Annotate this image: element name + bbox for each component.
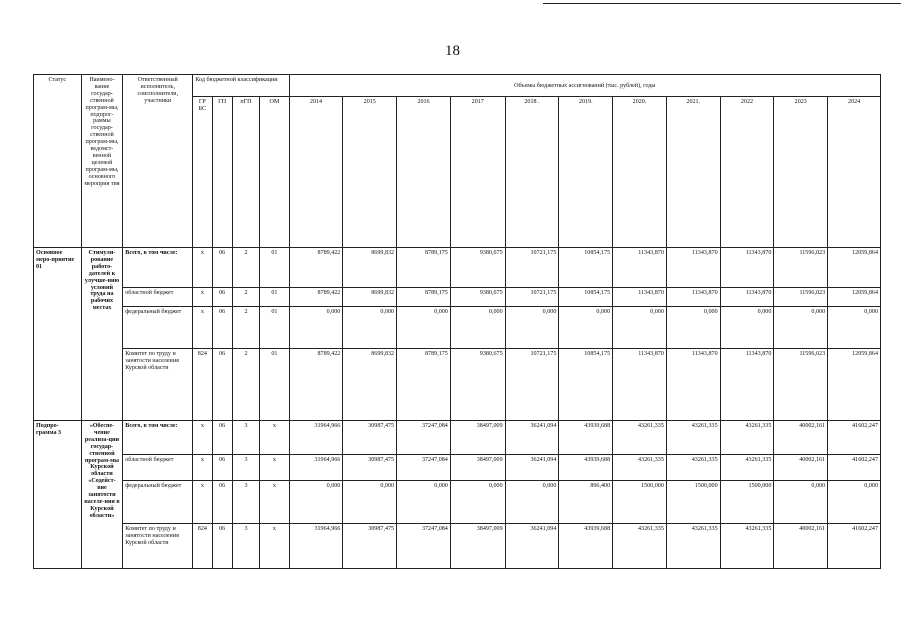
- page-number: 18: [445, 43, 460, 59]
- value-cell: 8789,422: [289, 349, 343, 421]
- value-cell: 40002,161: [774, 524, 828, 569]
- value-cell: 0,000: [774, 481, 828, 524]
- value-cell: 0,000: [828, 307, 881, 349]
- executor-cell: федеральный бюджет: [123, 481, 193, 524]
- value-cell: 8789,175: [397, 349, 451, 421]
- pgp-cell: 3: [232, 524, 259, 569]
- value-cell: 896,400: [559, 481, 613, 524]
- executor-cell: Комитет по труду и занятости населения Курской области: [123, 524, 193, 569]
- value-cell: 41602,247: [828, 455, 881, 481]
- executor-cell: областной бюджет: [123, 455, 193, 481]
- value-cell: 8789,175: [397, 248, 451, 288]
- value-cell: 11343,870: [720, 349, 774, 421]
- table-row: [34, 248, 881, 288]
- value-cell: 8789,175: [397, 288, 451, 307]
- pgp-cell: 2: [232, 248, 259, 288]
- gp-cell: 06: [212, 288, 232, 307]
- value-cell: 43261,335: [613, 421, 667, 455]
- executor-cell: областной бюджет: [123, 288, 193, 307]
- year-header: 2016: [397, 97, 451, 248]
- value-cell: 1500,000: [720, 481, 774, 524]
- value-cell: 11343,870: [720, 288, 774, 307]
- value-cell: 12059,864: [828, 288, 881, 307]
- status-header: Статус: [34, 75, 82, 248]
- value-cell: 10721,175: [505, 288, 559, 307]
- pgp-cell: 3: [232, 455, 259, 481]
- year-header: 2017: [450, 97, 505, 248]
- executor-cell: Комитет по труду и занятости населения Курской области: [123, 349, 193, 421]
- pgp-cell: 3: [232, 421, 259, 455]
- value-cell: 37247,084: [397, 455, 451, 481]
- grbs-cell: 824: [193, 524, 212, 569]
- value-cell: 1500,000: [666, 481, 720, 524]
- value-cell: 43261,335: [666, 421, 720, 455]
- gp-cell: 06: [212, 481, 232, 524]
- value-cell: 43261,335: [720, 421, 774, 455]
- value-cell: 30987,475: [343, 524, 397, 569]
- value-cell: 0,000: [450, 307, 505, 349]
- om-cell: 01: [260, 349, 289, 421]
- table-row: [34, 524, 881, 569]
- group-name: «Обеспе-чение реализа-ции государ-ственной програм-мы Курской области «Содейст-вие занятости населе-ния в Курской области»: [81, 421, 123, 569]
- value-cell: 36241,094: [505, 524, 559, 569]
- om-cell: x: [260, 421, 289, 455]
- grbs-cell: x: [193, 248, 212, 288]
- value-cell: 8789,422: [289, 248, 343, 288]
- value-cell: 8789,422: [289, 288, 343, 307]
- value-cell: 0,000: [505, 307, 559, 349]
- value-cell: 10721,175: [505, 248, 559, 288]
- value-cell: 0,000: [559, 307, 613, 349]
- value-cell: 43261,335: [666, 455, 720, 481]
- value-cell: 0,000: [289, 307, 343, 349]
- value-cell: 0,000: [613, 307, 667, 349]
- table-row: [34, 349, 881, 421]
- table-row: [34, 455, 881, 481]
- gp-cell: 06: [212, 349, 232, 421]
- value-cell: 1500,000: [613, 481, 667, 524]
- gp-cell: 06: [212, 455, 232, 481]
- value-cell: 11596,023: [774, 248, 828, 288]
- value-cell: 11343,870: [666, 248, 720, 288]
- pgp-cell: 2: [232, 307, 259, 349]
- value-cell: 0,000: [343, 307, 397, 349]
- value-cell: 12059,864: [828, 248, 881, 288]
- value-cell: 30987,475: [343, 455, 397, 481]
- header-row-1: [34, 75, 881, 97]
- grbs-cell: x: [193, 307, 212, 349]
- executor-cell: Всего, в том числе:: [123, 421, 193, 455]
- value-cell: 41602,247: [828, 421, 881, 455]
- om-cell: 01: [260, 288, 289, 307]
- executor-header: Ответственный исполнитель, соисполнители, участники: [123, 75, 193, 248]
- year-header: 2021.: [666, 97, 720, 248]
- gp-cell: 06: [212, 524, 232, 569]
- value-cell: 43261,335: [613, 524, 667, 569]
- value-cell: 10721,175: [505, 349, 559, 421]
- code-header: ГП: [212, 97, 232, 248]
- value-cell: 10854,175: [559, 288, 613, 307]
- pgp-cell: 3: [232, 481, 259, 524]
- value-cell: 36241,094: [505, 455, 559, 481]
- grbs-cell: 824: [193, 349, 212, 421]
- value-cell: 31964,966: [289, 455, 343, 481]
- value-cell: 11596,023: [774, 349, 828, 421]
- year-header: 2019.: [559, 97, 613, 248]
- volumes-header: Объемы бюджетных ассигнований (тыс. рублей), годы: [289, 75, 880, 97]
- value-cell: 11343,870: [666, 349, 720, 421]
- code-header: ГР БС: [193, 97, 212, 248]
- year-header: 2018 .: [505, 97, 559, 248]
- budget-class-header: Код бюджетной классификации: [193, 75, 289, 97]
- budget-table: [33, 74, 881, 569]
- value-cell: 31964,966: [289, 524, 343, 569]
- om-cell: x: [260, 524, 289, 569]
- value-cell: 40002,161: [774, 421, 828, 455]
- value-cell: 0,000: [397, 307, 451, 349]
- value-cell: 12059,864: [828, 349, 881, 421]
- group-name: Стимули-рование работо-дателей к улучше-нию условий труда на рабочих местах: [81, 248, 123, 421]
- value-cell: 11343,870: [720, 248, 774, 288]
- year-header: 2024: [828, 97, 881, 248]
- code-header: пГП: [232, 97, 259, 248]
- value-cell: 11343,870: [613, 288, 667, 307]
- value-cell: 8699,832: [343, 288, 397, 307]
- value-cell: 11343,870: [613, 349, 667, 421]
- executor-cell: федеральный бюджет: [123, 307, 193, 349]
- grbs-cell: x: [193, 481, 212, 524]
- value-cell: 10854,175: [559, 248, 613, 288]
- value-cell: 8699,832: [343, 248, 397, 288]
- value-cell: 38497,009: [450, 421, 505, 455]
- value-cell: 9380,675: [450, 288, 505, 307]
- value-cell: 43261,335: [613, 455, 667, 481]
- om-cell: x: [260, 455, 289, 481]
- table-row: [34, 288, 881, 307]
- grbs-cell: x: [193, 421, 212, 455]
- value-cell: 9380,675: [450, 349, 505, 421]
- value-cell: 43261,335: [666, 524, 720, 569]
- year-header: 2022: [720, 97, 774, 248]
- value-cell: 11596,023: [774, 288, 828, 307]
- value-cell: 0,000: [666, 307, 720, 349]
- top-rule: [543, 3, 901, 4]
- year-header: 2020.: [613, 97, 667, 248]
- value-cell: 43261,335: [720, 455, 774, 481]
- value-cell: 10854,175: [559, 349, 613, 421]
- year-header: 2015: [343, 97, 397, 248]
- value-cell: 37247,084: [397, 421, 451, 455]
- value-cell: 0,000: [828, 481, 881, 524]
- om-cell: 01: [260, 307, 289, 349]
- grbs-cell: x: [193, 455, 212, 481]
- pgp-cell: 2: [232, 288, 259, 307]
- year-header: 2014: [289, 97, 343, 248]
- group-status: Основное меро-приятие 01: [34, 248, 82, 421]
- om-cell: x: [260, 481, 289, 524]
- value-cell: 31964,966: [289, 421, 343, 455]
- value-cell: 40002,161: [774, 455, 828, 481]
- name-header: Наимено-вание государ-ственной програм-мы, подпрог-раммы государ-ственной програм-мы, ведомст-венной целевой програм-мы, основного мероприя тия: [81, 75, 123, 248]
- value-cell: 11343,870: [666, 288, 720, 307]
- gp-cell: 06: [212, 421, 232, 455]
- om-cell: 01: [260, 248, 289, 288]
- gp-cell: 06: [212, 248, 232, 288]
- value-cell: 43939,688: [559, 421, 613, 455]
- value-cell: 0,000: [343, 481, 397, 524]
- table-row: [34, 421, 881, 455]
- value-cell: 0,000: [505, 481, 559, 524]
- value-cell: 9380,675: [450, 248, 505, 288]
- group-status: Подпро-грамма 3: [34, 421, 82, 569]
- value-cell: 38497,009: [450, 455, 505, 481]
- value-cell: 38497,009: [450, 524, 505, 569]
- grbs-cell: x: [193, 288, 212, 307]
- value-cell: 37247,084: [397, 524, 451, 569]
- value-cell: 43939,688: [559, 524, 613, 569]
- value-cell: 0,000: [720, 307, 774, 349]
- value-cell: 41602,247: [828, 524, 881, 569]
- code-header: ОМ: [260, 97, 289, 248]
- gp-cell: 06: [212, 307, 232, 349]
- value-cell: 43939,688: [559, 455, 613, 481]
- pgp-cell: 2: [232, 349, 259, 421]
- table-row: [34, 481, 881, 524]
- value-cell: 11343,870: [613, 248, 667, 288]
- value-cell: 0,000: [450, 481, 505, 524]
- year-header: 2023: [774, 97, 828, 248]
- table-row: [34, 307, 881, 349]
- value-cell: 8699,832: [343, 349, 397, 421]
- value-cell: 36241,094: [505, 421, 559, 455]
- executor-cell: Всего, в том числе:: [123, 248, 193, 288]
- value-cell: 0,000: [289, 481, 343, 524]
- value-cell: 30987,475: [343, 421, 397, 455]
- value-cell: 0,000: [397, 481, 451, 524]
- value-cell: 43261,335: [720, 524, 774, 569]
- value-cell: 0,000: [774, 307, 828, 349]
